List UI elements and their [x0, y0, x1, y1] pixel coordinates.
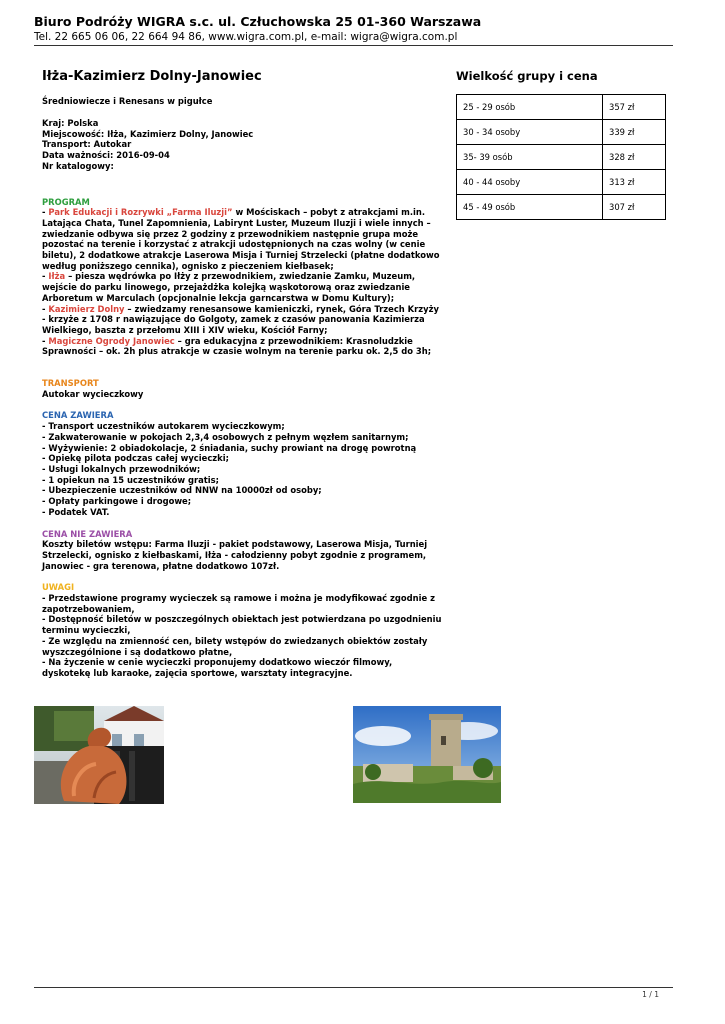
transport-heading: TRANSPORT	[42, 378, 99, 389]
program-item-name: Magiczne Ogrody Janowiec	[48, 335, 175, 346]
meta-location: Miejscowość: Iłża, Kazimierz Dolny, Janowiec	[42, 128, 254, 139]
footer-divider	[34, 987, 673, 988]
included-item: - Usługi lokalnych przewodników;	[42, 463, 201, 474]
table-row	[457, 170, 666, 195]
notes-item: - Na życzenie w cenie wycieczki proponujemy dodatkowo wieczór filmowy, dyskotekę lub karaoke, zajęcia sportowe, warsztaty integracyjne.	[42, 657, 393, 678]
included-item: - Transport uczestników autokarem wycieczkowym;	[42, 421, 285, 432]
price-cell: 313 zł	[603, 170, 666, 195]
included-item: - Opłaty parkingowe i drogowe;	[42, 496, 192, 507]
program-item: - Iłża – piesza wędrówka po Iłży z przewodnikiem, zwiedzanie Zamku, Muzeum, wejście do parku linowego, przejażdżka kolejką wąskotorową oraz zwiedzanie Arboretum w Marculach (opcjonalnie lekcja garncarstwa w Domu Kultury);	[42, 271, 416, 303]
price-cell: 307 zł	[603, 195, 666, 220]
group-size-cell: 35- 39 osób	[457, 145, 603, 170]
program-list	[42, 207, 442, 357]
table-row	[457, 95, 666, 120]
program-item: - Park Edukacji i Rozrywki „Farma Iluzji” w Mościskach – pobyt z atrakcjami m.in. Latająca Chata, Tunel Zapomnienia, Labirynt Luster, Muzeum Iluzji i wiele innych – zwiedzanie odbywa się przez 2 godziny z przewodnikiem następnie grupa może pozostać na terenie i korzystać z atrakcji udostępnionych na czas wolny (w cenie biletu), 2 dodatkowe atrakcje Laserowa Misja i Turniej Strzelecki (płatne dodatkowo według poniższego cennika), ognisko z pieczeniem kiełbasek;	[42, 207, 440, 271]
trip-title: Iłża-Kazimierz Dolny-Janowiec	[42, 69, 262, 84]
castle-tower-photo	[353, 706, 501, 803]
rooster-sculpture-photo	[34, 706, 164, 804]
group-size-cell: 25 - 29 osób	[457, 95, 603, 120]
trip-subtitle: Średniowiecze i Renesans w pigułce	[42, 96, 213, 106]
program-item: - Magiczne Ogrody Janowiec – gra edukacyjna z przewodnikiem: Krasnoludzkie Sprawności – ok. 2h plus atrakcje w czasie wolnym na terenie parku ok. 2,5 do 3h;	[42, 335, 432, 357]
price-cell: 357 zł	[603, 95, 666, 120]
excluded-heading: CENA NIE ZAWIERA	[42, 528, 133, 539]
included-item: - 1 opiekun na 15 uczestników gratis;	[42, 474, 219, 485]
notes-item: - Ze względu na zmienność cen, bilety wstępów do zwiedzanych obiektów zostały wyszczególnione i są dodatkowo płatne,	[42, 635, 428, 657]
program-item-name: Kazimierz Dolny	[48, 303, 125, 314]
included-item: - Wyżywienie: 2 obiadokolacje, 2 śniadania, suchy prowiant na drogę powrotną	[42, 442, 417, 453]
pricing-heading: Wielkość grupy i cena	[456, 69, 598, 83]
notes-list	[42, 593, 442, 679]
meta-transport: Transport: Autokar	[42, 139, 132, 150]
excluded-text: Koszty biletów wstępu: Farma Iluzji - pakiet podstawowy, Laserowa Misja, Turniej Strzelecki, ognisko z kiełbaskami, Iłża - całodzienny pobyt zgodnie z programem, Janowiec - gra terenowa, płatne dodatkowo 107zł.	[42, 539, 428, 571]
table-row	[457, 195, 666, 220]
page-number: 1 / 1	[642, 990, 659, 999]
trip-description	[42, 68, 442, 679]
meta-catalog-number: Nr katalogowy:	[42, 160, 114, 171]
program-item-name: Park Edukacji i Rozrywki „Farma Iluzji”	[48, 207, 233, 218]
document-header	[34, 14, 674, 44]
transport-text: Autokar wycieczkowy	[42, 388, 144, 399]
notes-item: - Przedstawione programy wycieczek są ramowe i można je modyfikować zgodnie z zapotrzebowaniem,	[42, 593, 435, 614]
notes-item: - Dostępność biletów w poszczególnych obiektach jest potwierdzana po uzgodnieniu terminu wycieczki,	[42, 614, 442, 636]
program-item-name: Iłża	[48, 271, 66, 282]
price-cell: 328 zł	[603, 145, 666, 170]
included-heading: CENA ZAWIERA	[42, 410, 114, 421]
group-size-cell: 40 - 44 osoby	[457, 170, 603, 195]
pricing-section	[456, 68, 666, 220]
company-contact: Tel. 22 665 06 06, 22 664 94 86, www.wigra.com.pl, e-mail: wigra@wigra.com.pl	[34, 31, 458, 43]
table-row	[457, 145, 666, 170]
program-item: - Kazimierz Dolny – zwiedzamy renesansowe kamieniczki, rynek, Góra Trzech Krzyży - krzyże z 1708 r nawiązujące do Golgoty, zamek z czasów panowania Kazimierza Wielkiego, baszta z przełomu XIII i XIV wieku, Kościół Farny;	[42, 303, 439, 335]
notes-heading: UWAGI	[42, 582, 75, 593]
included-list	[42, 421, 442, 517]
meta-valid-date: Data ważności: 2016-09-04	[42, 150, 170, 161]
program-heading: PROGRAM	[42, 196, 90, 207]
pricing-table	[456, 94, 666, 220]
header-divider	[34, 45, 673, 46]
group-size-cell: 45 - 49 osób	[457, 195, 603, 220]
company-name: Biuro Podróży WIGRA s.c. ul. Człuchowska 25 01-360 Warszawa	[34, 14, 482, 29]
included-item: - Zakwaterowanie w pokojach 2,3,4 osobowych z pełnym węzłem sanitarnym;	[42, 431, 409, 442]
group-size-cell: 30 - 34 osoby	[457, 120, 603, 145]
included-item: - Ubezpieczenie uczestników od NNW na 10000zł od osoby;	[42, 485, 322, 496]
table-row	[457, 120, 666, 145]
trip-meta	[42, 118, 442, 172]
meta-country: Kraj: Polska	[42, 118, 99, 128]
included-item: - Podatek VAT.	[42, 506, 110, 517]
price-cell: 339 zł	[603, 120, 666, 145]
included-item: - Opiekę pilota podczas całej wycieczki;	[42, 453, 229, 464]
